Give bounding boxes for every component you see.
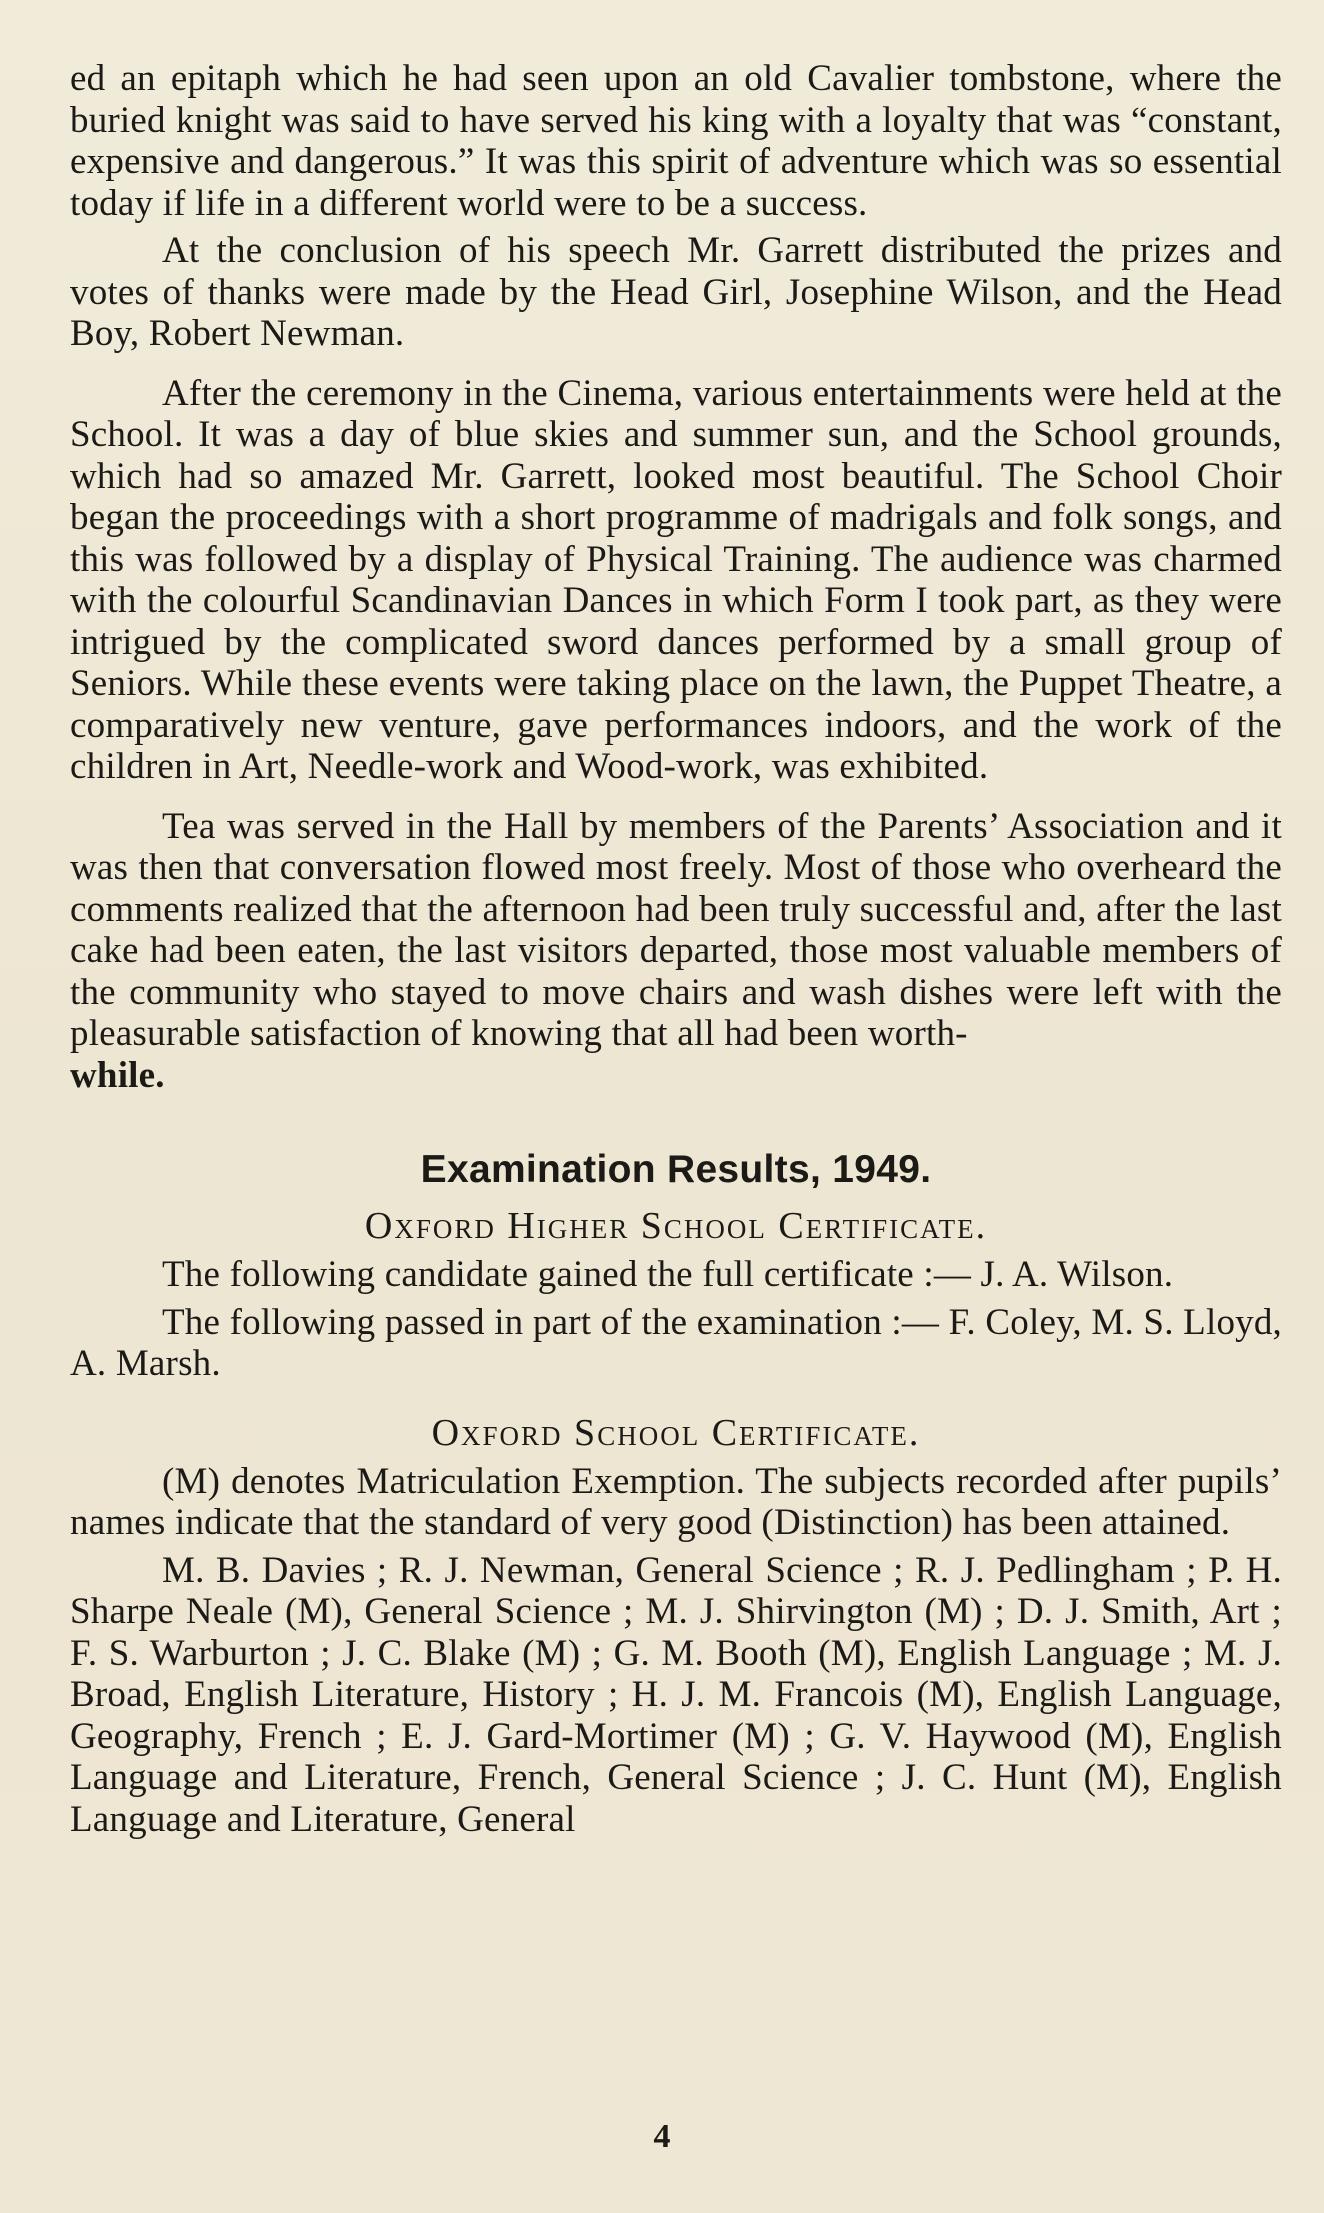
paragraph-tea-text: Tea was served in the Hall by members of the Parents’ Association and it was then that conversation flowed most freely. Most of those who overheard the comments realized that the afternoon had been truly successful and, after the last cake had been eaten, the last visitors departed, those most valuable members of the community who stayed to move chairs and wash dishes were left with the pleasurable satisfaction of knowing that all had been worth-	[70, 805, 1282, 1054]
school-certificate-results: M. B. Davies ; R. J. Newman, General Science ; R. J. Pedlingham ; P. H. Sharpe Neale (M), General Science ; M. J. Shirvington (M) ; D. J. Smith, Art ; F. S. Warburton ; J. C. Blake (M) ; G. M. Booth (M), English Language ; M. J. Broad, English Literature, History ; H. J. M. Francois (M), English Language, Geography, French ; E. J. Gard-Mortimer (M) ; G. V. Haywood (M), English Language and Literature, French, General Science ; J. C. Hunt (M), English Language and Literature, General	[70, 1549, 1282, 1840]
page-number: 4	[653, 2118, 671, 2155]
paragraph-epitaph: ed an epitaph which he had seen upon an old Cavalier tombstone, where the buried knight was said to have served his king with a loyalty that was “constant, expensive and dangerous.” It was this spirit of adventure which was so essential today if life in a different world were to be a success.	[70, 58, 1282, 224]
school-certificate-heading: Oxford School Certificate.	[431, 1411, 921, 1454]
paragraph-prizes: At the conclusion of his speech Mr. Garrett distributed the prizes and votes of thanks were made by the Head Girl, Josephine Wilson, and the Head Boy, Robert Newman.	[70, 230, 1282, 354]
body-text	[70, 58, 1282, 1840]
exam-results-heading: Examination Results, 1949.	[420, 1148, 932, 1191]
higher-part-certificate: The following passed in part of the examination :— F. Coley, M. S. Lloyd, A. Marsh.	[70, 1301, 1282, 1384]
paragraph-tea	[70, 806, 1282, 1097]
higher-certificate-heading: Oxford Higher School Certificate.	[364, 1205, 988, 1247]
paragraph-tea-end: while.	[70, 1054, 165, 1096]
paragraph-entertainments: After the ceremony in the Cinema, various entertainments were held at the School. It was a day of blue skies and summer sun, and the School grounds, which had so amazed Mr. Garrett, looked most beautiful. The School Choir began the proceedings with a short programme of madrigals and folk songs, and this was followed by a display of Physical Training. The audience was charmed with the colourful Scandinavian Dances in which Form I took part, as they were intrigued by the complicated sword dances performed by a small group of Seniors. While these events were taking place on the lawn, the Puppet Theatre, a comparatively new venture, gave performances indoors, and the work of the children in Art, Needle-work and Wood-work, was exhibited.	[70, 372, 1282, 787]
higher-full-certificate: The following candidate gained the full certificate :— J. A. Wilson.	[162, 1254, 1174, 1295]
matriculation-note: (M) denotes Matriculation Exemption. The subjects recorded after pupils’ names indicate that the standard of very good (Distinction) has been attained.	[70, 1460, 1282, 1543]
